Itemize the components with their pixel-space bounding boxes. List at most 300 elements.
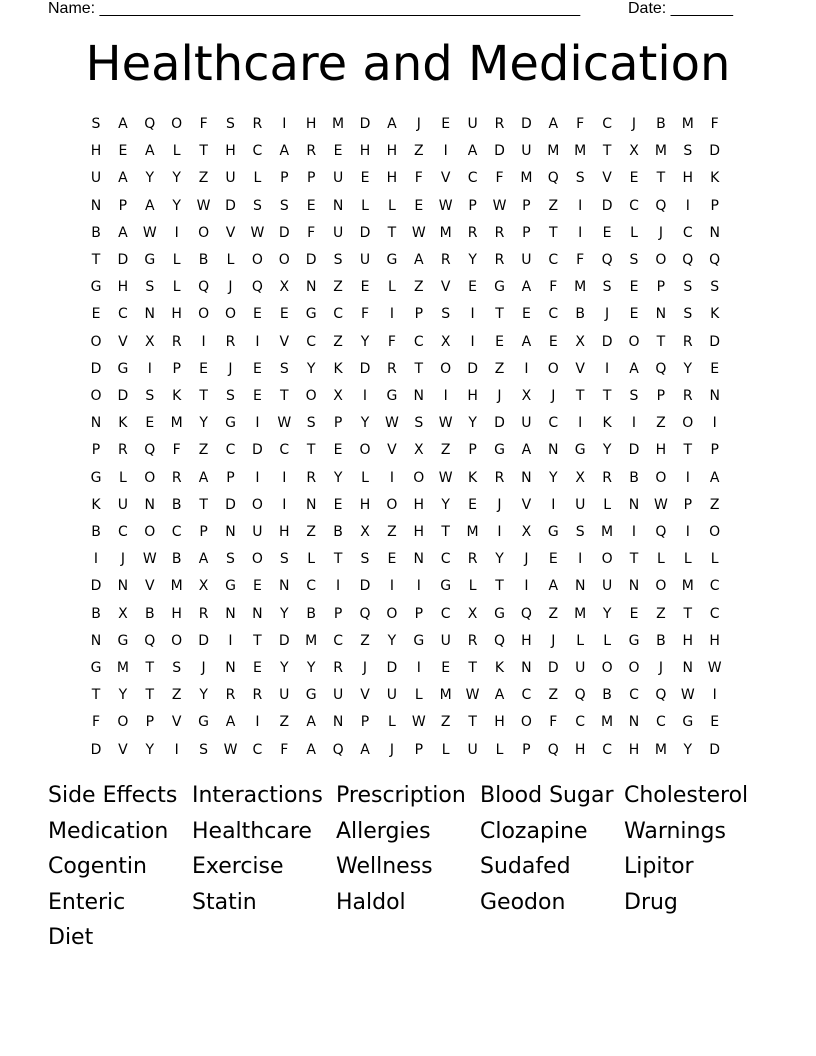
grid-letter[interactable]: N bbox=[521, 469, 532, 486]
grid-letter[interactable]: I bbox=[416, 578, 421, 595]
grid-letter[interactable]: Z bbox=[360, 632, 370, 649]
grid-letter[interactable]: S bbox=[360, 551, 370, 568]
grid-letter[interactable]: N bbox=[332, 197, 344, 214]
grid-letter[interactable]: S bbox=[333, 252, 343, 268]
grid-letter[interactable]: W bbox=[438, 415, 453, 432]
grid-letter[interactable]: L bbox=[172, 143, 181, 160]
grid-letter[interactable]: B bbox=[656, 116, 666, 132]
grid-letter[interactable]: N bbox=[628, 578, 640, 595]
grid-letter[interactable]: C bbox=[709, 578, 720, 595]
grid-letter[interactable]: Y bbox=[602, 605, 612, 622]
grid-letter[interactable]: T bbox=[549, 224, 558, 241]
grid-letter[interactable]: A bbox=[118, 116, 128, 132]
grid-letter[interactable]: Z bbox=[333, 333, 343, 350]
grid-letter[interactable]: A bbox=[387, 116, 397, 132]
grid-letter[interactable]: L bbox=[172, 252, 181, 268]
grid-letter[interactable]: X bbox=[279, 279, 290, 296]
grid-letter[interactable]: Q bbox=[251, 279, 263, 296]
grid-letter[interactable]: H bbox=[225, 143, 236, 160]
grid-letter[interactable]: P bbox=[306, 170, 316, 187]
grid-letter[interactable]: C bbox=[521, 687, 532, 704]
grid-letter[interactable]: G bbox=[225, 415, 236, 432]
grid-letter[interactable]: W bbox=[438, 469, 453, 486]
grid-letter[interactable]: N bbox=[521, 660, 532, 676]
grid-letter[interactable]: G bbox=[90, 279, 102, 296]
grid-letter[interactable]: S bbox=[226, 388, 235, 404]
grid-letter[interactable]: I bbox=[174, 741, 179, 758]
grid-letter[interactable]: O bbox=[224, 306, 237, 323]
date-field[interactable]: Date: _______ bbox=[628, 0, 733, 17]
grid-letter[interactable]: L bbox=[414, 687, 423, 704]
grid-letter[interactable]: J bbox=[389, 741, 394, 758]
grid-letter[interactable]: R bbox=[252, 116, 263, 132]
grid-letter[interactable]: Y bbox=[280, 605, 289, 622]
grid-letter[interactable]: H bbox=[386, 143, 398, 160]
grid-letter[interactable]: X bbox=[440, 333, 451, 350]
grid-letter[interactable]: R bbox=[387, 360, 397, 377]
grid-letter[interactable]: S bbox=[226, 116, 235, 132]
grid-letter[interactable]: B bbox=[629, 469, 639, 486]
grid-letter[interactable]: Y bbox=[280, 660, 289, 676]
grid-letter[interactable]: E bbox=[441, 116, 451, 132]
grid-letter[interactable]: C bbox=[629, 687, 639, 704]
grid-letter[interactable]: V bbox=[575, 360, 585, 377]
grid-letter[interactable]: N bbox=[117, 578, 129, 595]
grid-letter[interactable]: Q bbox=[144, 116, 156, 132]
grid-letter[interactable]: I bbox=[147, 360, 152, 377]
grid-letter[interactable]: A bbox=[306, 741, 316, 758]
grid-letter[interactable]: B bbox=[91, 224, 101, 241]
grid-letter[interactable]: H bbox=[521, 632, 532, 649]
grid-letter[interactable]: O bbox=[117, 714, 129, 731]
grid-letter[interactable]: O bbox=[251, 551, 263, 568]
grid-letter[interactable]: J bbox=[228, 360, 233, 377]
grid-letter[interactable]: T bbox=[414, 360, 424, 377]
grid-letter[interactable]: Q bbox=[359, 605, 371, 622]
grid-letter[interactable]: V bbox=[171, 714, 182, 731]
grid-letter[interactable]: X bbox=[414, 442, 424, 459]
grid-letter[interactable]: E bbox=[360, 279, 370, 296]
grid-letter[interactable]: I bbox=[282, 469, 287, 486]
grid-letter[interactable]: W bbox=[492, 197, 507, 214]
grid-letter[interactable]: I bbox=[443, 388, 448, 404]
grid-letter[interactable]: Z bbox=[440, 714, 451, 731]
grid-letter[interactable]: E bbox=[629, 605, 639, 622]
grid-letter[interactable]: E bbox=[199, 360, 209, 377]
grid-letter[interactable]: S bbox=[306, 415, 316, 432]
grid-letter[interactable]: T bbox=[441, 524, 450, 540]
grid-letter[interactable]: J bbox=[605, 306, 610, 323]
grid-letter[interactable]: K bbox=[710, 306, 720, 323]
grid-letter[interactable]: C bbox=[656, 714, 666, 731]
grid-letter[interactable]: N bbox=[225, 524, 236, 540]
grid-letter[interactable]: D bbox=[90, 578, 102, 595]
grid-letter[interactable]: D bbox=[305, 252, 317, 268]
grid-letter[interactable]: D bbox=[709, 741, 721, 758]
grid-letter[interactable]: O bbox=[655, 252, 667, 268]
grid-letter[interactable]: S bbox=[172, 660, 182, 676]
grid-letter[interactable]: Z bbox=[440, 442, 451, 459]
grid-letter[interactable]: P bbox=[522, 741, 531, 758]
grid-letter[interactable]: O bbox=[251, 496, 263, 513]
grid-letter[interactable]: W bbox=[411, 714, 426, 731]
grid-letter[interactable]: O bbox=[278, 252, 290, 268]
grid-letter[interactable]: U bbox=[521, 143, 532, 160]
grid-letter[interactable]: T bbox=[91, 687, 101, 704]
grid-letter[interactable]: C bbox=[279, 442, 290, 459]
grid-letter[interactable]: X bbox=[521, 388, 532, 404]
grid-letter[interactable]: C bbox=[440, 605, 451, 622]
grid-letter[interactable]: N bbox=[332, 714, 344, 731]
grid-letter[interactable]: X bbox=[118, 605, 128, 622]
grid-letter[interactable]: X bbox=[467, 605, 478, 622]
grid-letter[interactable]: I bbox=[255, 714, 260, 731]
grid-letter[interactable]: S bbox=[683, 279, 693, 296]
grid-letter[interactable]: K bbox=[333, 360, 343, 377]
grid-letter[interactable]: A bbox=[360, 741, 370, 758]
grid-letter[interactable]: W bbox=[465, 687, 480, 704]
grid-letter[interactable]: W bbox=[438, 197, 453, 214]
grid-letter[interactable]: O bbox=[413, 469, 425, 486]
grid-letter[interactable]: Y bbox=[172, 197, 181, 214]
grid-letter[interactable]: A bbox=[306, 714, 316, 731]
grid-letter[interactable]: G bbox=[574, 442, 586, 459]
grid-letter[interactable]: N bbox=[279, 578, 290, 595]
grid-letter[interactable]: Q bbox=[655, 197, 667, 214]
grid-letter[interactable]: D bbox=[252, 442, 263, 459]
grid-letter[interactable]: E bbox=[468, 496, 478, 513]
grid-letter[interactable]: Q bbox=[709, 252, 721, 268]
grid-letter[interactable]: S bbox=[279, 197, 289, 214]
grid-letter[interactable]: N bbox=[413, 551, 425, 568]
grid-letter[interactable]: F bbox=[549, 279, 558, 296]
grid-letter[interactable]: S bbox=[91, 116, 101, 132]
grid-letter[interactable]: Z bbox=[656, 605, 666, 622]
grid-letter[interactable]: H bbox=[359, 496, 371, 513]
grid-letter[interactable]: W bbox=[250, 224, 265, 241]
grid-letter[interactable]: A bbox=[279, 143, 290, 160]
grid-letter[interactable]: T bbox=[468, 660, 477, 676]
grid-letter[interactable]: Q bbox=[144, 442, 156, 459]
grid-letter[interactable]: D bbox=[117, 252, 129, 268]
grid-letter[interactable]: P bbox=[145, 714, 155, 731]
name-field[interactable]: Name: ______________________________________________________ bbox=[48, 0, 581, 17]
grid-letter[interactable]: G bbox=[225, 578, 236, 595]
grid-letter[interactable]: C bbox=[171, 524, 182, 540]
grid-letter[interactable]: Y bbox=[360, 333, 370, 350]
grid-letter[interactable]: P bbox=[118, 197, 128, 214]
grid-letter[interactable]: C bbox=[682, 224, 693, 241]
grid-letter[interactable]: W bbox=[142, 224, 157, 241]
grid-letter[interactable]: U bbox=[467, 741, 478, 758]
grid-letter[interactable]: L bbox=[253, 170, 262, 187]
grid-letter[interactable]: X bbox=[521, 524, 532, 540]
grid-letter[interactable]: T bbox=[656, 333, 666, 350]
grid-letter[interactable]: G bbox=[547, 524, 559, 540]
grid-letter[interactable]: V bbox=[387, 442, 397, 459]
grid-letter[interactable]: A bbox=[521, 333, 532, 350]
grid-letter[interactable]: L bbox=[683, 551, 692, 568]
grid-letter[interactable]: U bbox=[521, 415, 532, 432]
grid-letter[interactable]: N bbox=[144, 496, 156, 513]
grid-letter[interactable]: N bbox=[225, 605, 236, 622]
grid-letter[interactable]: G bbox=[90, 660, 102, 676]
grid-letter[interactable]: P bbox=[710, 442, 719, 459]
grid-letter[interactable]: I bbox=[551, 496, 556, 513]
grid-letter[interactable]: G bbox=[386, 252, 398, 268]
grid-letter[interactable]: H bbox=[171, 306, 182, 323]
grid-letter[interactable]: G bbox=[440, 578, 452, 595]
grid-letter[interactable]: C bbox=[575, 714, 586, 731]
grid-letter[interactable]: O bbox=[520, 714, 532, 731]
grid-letter[interactable]: Y bbox=[683, 741, 693, 758]
grid-letter[interactable]: B bbox=[656, 632, 666, 649]
grid-letter[interactable]: Q bbox=[144, 632, 156, 649]
grid-letter[interactable]: B bbox=[144, 605, 155, 622]
grid-letter[interactable]: U bbox=[332, 687, 344, 704]
grid-letter[interactable]: G bbox=[305, 687, 317, 704]
grid-letter[interactable]: I bbox=[524, 578, 529, 595]
grid-letter[interactable]: S bbox=[575, 170, 585, 187]
grid-letter[interactable]: E bbox=[495, 333, 504, 350]
grid-letter[interactable]: N bbox=[413, 388, 425, 404]
grid-letter[interactable]: G bbox=[386, 388, 398, 404]
grid-letter[interactable]: T bbox=[495, 306, 504, 323]
grid-letter[interactable]: P bbox=[656, 279, 666, 296]
grid-letter[interactable]: J bbox=[658, 224, 663, 241]
grid-letter[interactable]: X bbox=[575, 469, 585, 486]
grid-letter[interactable]: D bbox=[359, 116, 371, 132]
grid-letter[interactable]: Y bbox=[441, 496, 450, 513]
grid-letter[interactable]: M bbox=[601, 714, 614, 731]
grid-letter[interactable]: U bbox=[279, 687, 290, 704]
grid-letter[interactable]: T bbox=[602, 143, 612, 160]
grid-letter[interactable]: P bbox=[414, 605, 424, 622]
grid-letter[interactable]: Z bbox=[306, 524, 316, 540]
grid-letter[interactable]: Y bbox=[387, 632, 397, 649]
grid-letter[interactable]: L bbox=[307, 551, 316, 568]
grid-letter[interactable]: N bbox=[655, 306, 667, 323]
grid-letter[interactable]: R bbox=[494, 116, 505, 132]
grid-letter[interactable]: Z bbox=[494, 360, 505, 377]
grid-letter[interactable]: S bbox=[279, 360, 289, 377]
grid-letter[interactable]: A bbox=[521, 442, 532, 459]
grid-letter[interactable]: R bbox=[494, 252, 505, 268]
grid-letter[interactable]: T bbox=[199, 388, 208, 404]
grid-letter[interactable]: B bbox=[602, 687, 612, 704]
grid-letter[interactable]: K bbox=[710, 170, 720, 187]
grid-letter[interactable]: E bbox=[710, 714, 720, 731]
grid-letter[interactable]: H bbox=[386, 170, 398, 187]
grid-letter[interactable]: G bbox=[494, 605, 505, 622]
grid-letter[interactable]: S bbox=[683, 306, 693, 323]
grid-letter[interactable]: A bbox=[225, 714, 236, 731]
grid-letter[interactable]: E bbox=[548, 333, 558, 350]
grid-letter[interactable]: I bbox=[631, 524, 637, 540]
grid-letter[interactable]: N bbox=[628, 714, 640, 731]
grid-letter[interactable]: I bbox=[685, 524, 690, 540]
grid-letter[interactable]: U bbox=[332, 224, 344, 241]
grid-letter[interactable]: M bbox=[170, 578, 183, 595]
grid-letter[interactable]: N bbox=[90, 415, 102, 432]
grid-letter[interactable]: Y bbox=[549, 469, 558, 486]
grid-letter[interactable]: T bbox=[306, 442, 316, 459]
grid-letter[interactable]: Z bbox=[414, 143, 424, 160]
grid-letter[interactable]: E bbox=[252, 660, 262, 676]
grid-letter[interactable]: D bbox=[494, 415, 505, 432]
grid-letter[interactable]: O bbox=[655, 469, 667, 486]
grid-letter[interactable]: K bbox=[118, 415, 128, 432]
grid-letter[interactable]: M bbox=[681, 116, 694, 132]
grid-letter[interactable]: E bbox=[602, 224, 612, 241]
grid-letter[interactable]: U bbox=[575, 660, 586, 676]
grid-letter[interactable]: M bbox=[170, 415, 183, 432]
grid-letter[interactable]: F bbox=[172, 442, 181, 459]
grid-letter[interactable]: R bbox=[494, 469, 505, 486]
grid-letter[interactable]: U bbox=[117, 496, 129, 513]
grid-letter[interactable]: J bbox=[551, 632, 556, 649]
grid-letter[interactable]: E bbox=[333, 496, 343, 513]
grid-letter[interactable]: O bbox=[601, 551, 613, 568]
grid-letter[interactable]: R bbox=[467, 224, 478, 241]
grid-letter[interactable]: Q bbox=[682, 252, 694, 268]
grid-letter[interactable]: P bbox=[468, 442, 477, 459]
grid-letter[interactable]: L bbox=[387, 279, 396, 296]
grid-letter[interactable]: G bbox=[494, 442, 505, 459]
grid-letter[interactable]: C bbox=[306, 578, 317, 595]
grid-letter[interactable]: V bbox=[440, 170, 451, 187]
grid-letter[interactable]: Q bbox=[601, 252, 613, 268]
grid-letter[interactable]: R bbox=[306, 143, 317, 160]
grid-letter[interactable]: I bbox=[255, 415, 260, 432]
grid-letter[interactable]: R bbox=[118, 442, 128, 459]
grid-letter[interactable]: A bbox=[198, 551, 209, 568]
grid-letter[interactable]: I bbox=[685, 469, 690, 486]
grid-letter[interactable]: O bbox=[144, 469, 156, 486]
grid-letter[interactable]: X bbox=[360, 524, 370, 540]
grid-letter[interactable]: C bbox=[225, 442, 236, 459]
grid-letter[interactable]: Z bbox=[333, 279, 343, 296]
grid-letter[interactable]: O bbox=[682, 415, 694, 432]
grid-letter[interactable]: E bbox=[441, 660, 451, 676]
grid-letter[interactable]: N bbox=[628, 496, 640, 513]
grid-letter[interactable]: I bbox=[470, 306, 475, 323]
grid-letter[interactable]: J bbox=[120, 551, 125, 568]
grid-letter[interactable]: A bbox=[494, 687, 505, 704]
grid-letter[interactable]: C bbox=[548, 415, 559, 432]
grid-letter[interactable]: I bbox=[578, 224, 583, 241]
grid-letter[interactable]: R bbox=[467, 551, 478, 568]
grid-letter[interactable]: Q bbox=[198, 279, 210, 296]
grid-letter[interactable]: I bbox=[524, 360, 529, 377]
grid-letter[interactable]: O bbox=[386, 496, 398, 513]
grid-letter[interactable]: G bbox=[144, 252, 156, 268]
grid-letter[interactable]: L bbox=[656, 551, 665, 568]
grid-letter[interactable]: S bbox=[629, 252, 639, 268]
grid-letter[interactable]: J bbox=[228, 279, 233, 296]
grid-letter[interactable]: U bbox=[521, 252, 532, 268]
grid-letter[interactable]: G bbox=[628, 632, 640, 649]
grid-letter[interactable]: E bbox=[252, 388, 262, 404]
grid-letter[interactable]: P bbox=[710, 197, 719, 214]
grid-letter[interactable]: I bbox=[578, 415, 583, 432]
grid-letter[interactable]: N bbox=[709, 224, 720, 241]
grid-letter[interactable]: C bbox=[118, 306, 128, 323]
grid-letter[interactable]: S bbox=[683, 143, 693, 160]
grid-letter[interactable]: O bbox=[198, 306, 210, 323]
grid-letter[interactable]: B bbox=[91, 605, 101, 622]
grid-letter[interactable]: H bbox=[279, 524, 290, 540]
grid-letter[interactable]: N bbox=[709, 388, 720, 404]
grid-letter[interactable]: I bbox=[282, 496, 287, 513]
grid-letter[interactable]: J bbox=[416, 116, 421, 132]
grid-letter[interactable]: U bbox=[225, 170, 236, 187]
grid-letter[interactable]: Y bbox=[118, 687, 128, 704]
grid-letter[interactable]: G bbox=[117, 632, 129, 649]
grid-letter[interactable]: J bbox=[497, 388, 502, 404]
grid-letter[interactable]: B bbox=[171, 551, 182, 568]
grid-letter[interactable]: S bbox=[252, 197, 262, 214]
grid-letter[interactable]: E bbox=[521, 306, 531, 323]
grid-letter[interactable]: L bbox=[441, 741, 450, 758]
grid-letter[interactable]: I bbox=[389, 469, 394, 486]
grid-letter[interactable]: J bbox=[362, 660, 368, 676]
grid-letter[interactable]: V bbox=[145, 578, 155, 595]
grid-letter[interactable]: X bbox=[333, 388, 343, 404]
grid-letter[interactable]: T bbox=[91, 252, 101, 268]
grid-letter[interactable]: R bbox=[252, 687, 263, 704]
grid-letter[interactable]: O bbox=[144, 524, 156, 540]
grid-letter[interactable]: P bbox=[333, 605, 343, 622]
grid-letter[interactable]: E bbox=[629, 279, 639, 296]
grid-letter[interactable]: J bbox=[201, 660, 206, 676]
grid-letter[interactable]: E bbox=[710, 360, 720, 377]
grid-letter[interactable]: H bbox=[171, 605, 182, 622]
grid-letter[interactable]: M bbox=[574, 143, 587, 160]
grid-letter[interactable]: F bbox=[387, 333, 396, 350]
grid-letter[interactable]: Y bbox=[602, 442, 612, 459]
grid-letter[interactable]: O bbox=[305, 388, 317, 404]
grid-letter[interactable]: E bbox=[279, 306, 289, 323]
grid-letter[interactable]: O bbox=[628, 660, 640, 676]
grid-letter[interactable]: H bbox=[359, 143, 371, 160]
grid-letter[interactable]: P bbox=[522, 197, 531, 214]
grid-letter[interactable]: I bbox=[416, 660, 421, 676]
grid-letter[interactable]: X bbox=[629, 143, 639, 160]
grid-letter[interactable]: L bbox=[118, 469, 127, 486]
grid-letter[interactable]: D bbox=[198, 632, 209, 649]
grid-letter[interactable]: N bbox=[305, 496, 317, 513]
grid-letter[interactable]: H bbox=[413, 524, 425, 540]
grid-letter[interactable]: C bbox=[629, 197, 639, 214]
grid-letter[interactable]: D bbox=[359, 224, 371, 241]
grid-letter[interactable]: A bbox=[414, 252, 424, 268]
grid-letter[interactable]: T bbox=[629, 551, 639, 568]
grid-letter[interactable]: A bbox=[709, 469, 720, 486]
grid-letter[interactable]: S bbox=[710, 279, 720, 296]
grid-letter[interactable]: D bbox=[278, 224, 290, 241]
grid-letter[interactable]: I bbox=[685, 197, 690, 214]
grid-letter[interactable]: N bbox=[225, 660, 236, 676]
grid-letter[interactable]: E bbox=[252, 360, 262, 377]
grid-letter[interactable]: N bbox=[90, 632, 102, 649]
grid-letter[interactable]: Y bbox=[199, 415, 208, 432]
grid-letter[interactable]: M bbox=[116, 660, 129, 676]
grid-letter[interactable]: W bbox=[223, 741, 238, 758]
grid-letter[interactable]: P bbox=[656, 388, 666, 404]
grid-letter[interactable]: W bbox=[411, 224, 426, 241]
grid-letter[interactable]: L bbox=[361, 197, 369, 214]
